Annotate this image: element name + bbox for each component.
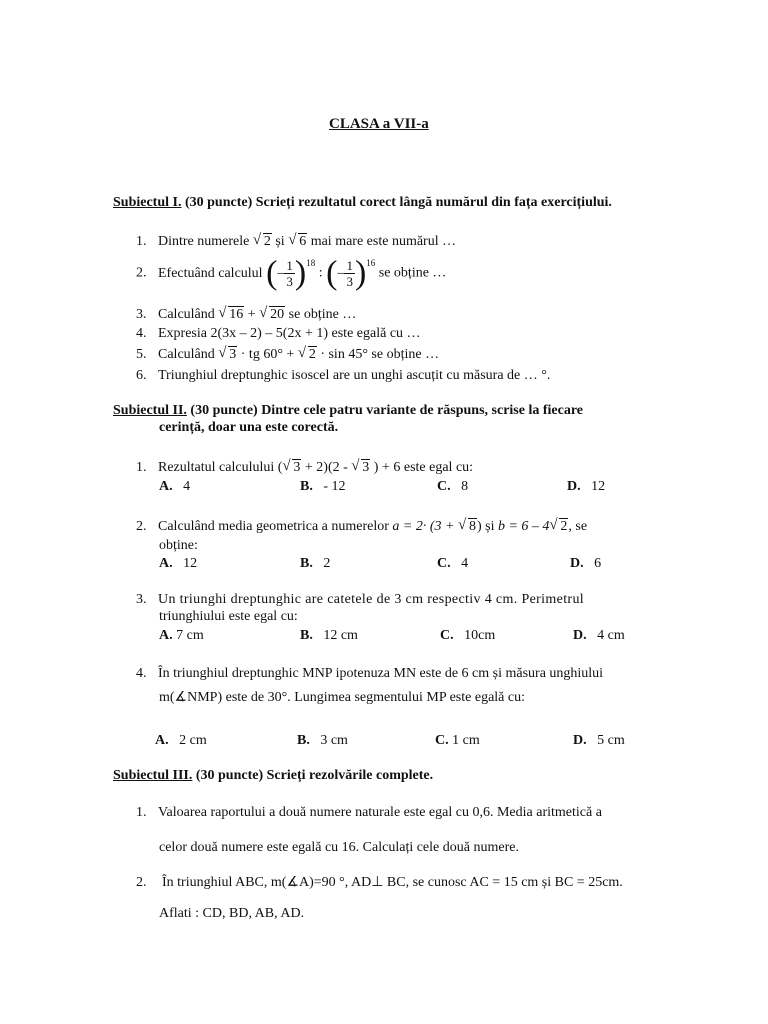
item-text: Rezultatul calculului ( <box>158 460 283 475</box>
item-number: 3. <box>136 592 147 607</box>
section-3-label: Subiectul III. <box>113 768 193 783</box>
s2-q2-option-c[interactable]: C. 4 <box>437 556 469 571</box>
item-number: 1. <box>136 234 147 249</box>
sqrt-3: √ 3 <box>351 460 370 476</box>
s3-problem-2 <box>136 874 623 891</box>
sqrt-2: √ 2 <box>253 234 272 250</box>
s2-q4 <box>136 666 603 682</box>
item-text: ) + 6 este egal cu: <box>373 460 474 475</box>
item-number: 3. <box>136 307 147 322</box>
fraction-1-3: $\frac{1}{3}$ <box>346 258 353 289</box>
item-number: 4. <box>136 326 147 341</box>
s3-problem-1 <box>136 805 602 821</box>
page-title: CLASA a VII-a <box>329 116 429 132</box>
item-text: Valoarea raportului a două numere naturale este egal cu 0,6. Media aritmetică a <box>158 805 602 820</box>
section-2-heading <box>113 403 583 419</box>
section-1-text: (30 puncte) Scrieți rezultatul corect lângă numărul din fața exercițiului. <box>181 195 612 210</box>
item-text: Calculând media geometrica a numerelor <box>158 519 389 534</box>
s1-item-4 <box>136 326 421 342</box>
sqrt-16: √ 16 <box>218 307 244 323</box>
section-1-heading <box>113 195 612 211</box>
s2-q4-line2: m(∡NMP) este de 30°. Lungimea segmentului MP este egală cu: <box>159 690 525 705</box>
sqrt-3: √ 3 <box>282 460 301 476</box>
item-number: 6. <box>136 368 147 383</box>
section-3-heading <box>113 768 433 784</box>
s1-item-6 <box>136 368 550 384</box>
sqrt-8: √ 8 <box>458 519 477 535</box>
sqrt-20: √ 20 <box>259 307 285 323</box>
item-text: și <box>275 234 285 249</box>
item-number: 5. <box>136 347 147 362</box>
s2-q3-line2: triunghiului este egal cu: <box>159 609 298 624</box>
s1-item-3: 3. Calculând √ 16 + √ 20 se obține … <box>136 307 356 323</box>
item-number: 1. <box>136 805 147 820</box>
item-number: 2. <box>136 265 147 281</box>
s2-q2-option-b[interactable]: B. 2 <box>300 556 331 571</box>
s3-problem-2-line2: Aflati : CD, BD, AB, AD. <box>159 906 305 921</box>
s2-q2-option-d[interactable]: D. 6 <box>570 556 602 571</box>
item-text: Calculând <box>158 347 215 362</box>
item-number: 2. <box>136 519 147 534</box>
s2-q2: 2. Calculând media geometrica a numerelor a = 2· (3 + √ 8) și b = 6 – 4√ 2, se <box>136 519 587 535</box>
item-text: Calculând <box>158 307 215 322</box>
s2-q4-option-b[interactable]: B. 3 cm <box>297 733 348 748</box>
item-text: În triunghiul dreptunghic MNP ipotenuza MN este de 6 cm și măsura unghiului <box>158 666 604 681</box>
item-number: 2. <box>136 875 147 890</box>
sqrt-3: √ 3 <box>218 347 237 363</box>
s2-q1: 1. Rezultatul calculului (√ 3 + 2)(2 - √ 3 ) + 6 este egal cu: <box>136 460 473 476</box>
fraction-1-3: $\frac{1}{3}$ <box>286 258 293 289</box>
s2-q2-line2: obține: <box>159 538 198 553</box>
section-2-label: Subiectul II. <box>113 403 187 418</box>
s1-item-5: 5. Calculând √ 3 · tg 60° + √ 2 · sin 45° se obține … <box>136 347 439 363</box>
s2-q3-option-a[interactable]: A. 7 cm <box>159 628 204 643</box>
item-text: se obține … <box>378 265 447 281</box>
item-number: 1. <box>136 460 147 475</box>
s1-item-1 <box>136 234 456 250</box>
s2-q1-option-b[interactable]: B. - 12 <box>300 479 346 494</box>
item-text: Triunghiul dreptunghic isoscel are un unghi ascuțit cu măsura de … °. <box>158 368 551 383</box>
s2-q4-option-d[interactable]: D. 5 cm <box>573 733 625 748</box>
section-1-label: Subiectul I. <box>113 195 182 210</box>
s2-q3 <box>136 592 584 608</box>
s2-q3-option-b[interactable]: B. 12 cm <box>300 628 358 643</box>
item-text: În triunghiul ABC, m(∡A)=90 °, AD⊥ BC, se cunosc AC = 15 cm și BC = 25cm. <box>162 875 623 890</box>
s2-q3-option-d[interactable]: D. 4 cm <box>573 628 625 643</box>
s2-q1-option-a[interactable]: A. 4 <box>159 479 191 494</box>
section-3-text: (30 puncte) Scrieți rezolvările complete. <box>192 768 434 783</box>
sqrt-2: √ 2 <box>298 347 317 363</box>
s2-q1-option-d[interactable]: D. 12 <box>567 479 606 494</box>
item-text: mai mare este numărul … <box>310 234 457 249</box>
item-text: Expresia 2(3x – 2) – 5(2x + 1) este egală cu … <box>158 326 421 341</box>
s2-q4-option-a[interactable]: A. 2 cm <box>155 733 207 748</box>
section-2-heading-line2: cerință, doar una este corectă. <box>159 420 339 435</box>
s1-item-2: 2. Efectuând calculul (– $\frac{1}{3}$ )$^{18}$ : (– $\frac{1}{3}$ )$^{16}$ se obține … <box>136 254 447 292</box>
item-text: Efectuând calculul <box>158 265 263 281</box>
item-text: Un triunghi dreptunghic are catetele de 3 cm respectiv 4 cm. Perimetrul <box>158 592 585 607</box>
sqrt-6: √ 6 <box>288 234 307 250</box>
s3-problem-1-line2: celor două numere este egală cu 16. Calculați cele două numere. <box>159 840 519 855</box>
item-number: 4. <box>136 666 147 681</box>
item-text: Dintre numerele <box>158 234 250 249</box>
s2-q2-option-a[interactable]: A. 12 <box>159 556 198 571</box>
item-text: · sin 45° se obține … <box>320 347 440 362</box>
section-2-text: (30 puncte) Dintre cele patru variante de răspuns, scrise la fiecare <box>186 403 584 418</box>
s2-q3-option-c[interactable]: C. 10cm <box>440 628 496 643</box>
s2-q4-option-c[interactable]: C. 1 cm <box>435 733 480 748</box>
sqrt-2: √ 2 <box>549 519 568 535</box>
item-text: se obține … <box>288 307 357 322</box>
s2-q1-option-c[interactable]: C. 8 <box>437 479 469 494</box>
